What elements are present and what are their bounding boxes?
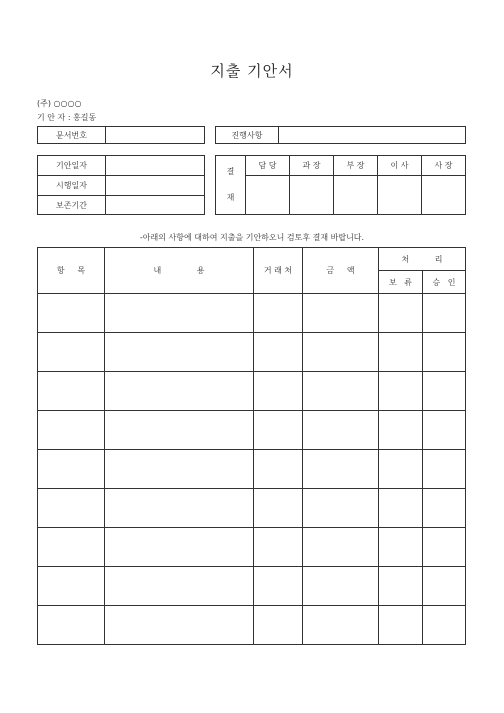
cell-approve[interactable] [423,333,466,372]
approval-char-1: 결 [226,167,235,176]
cell-content[interactable] [105,333,254,372]
cell-item[interactable] [38,333,105,372]
approval-header-section-chief: 과 장 [290,156,334,176]
table-row [38,606,466,645]
cell-vendor[interactable] [254,606,303,645]
retention-label: 보존기간 [38,196,106,215]
cell-amount[interactable] [303,606,379,645]
cell-content[interactable] [105,450,254,489]
cell-content[interactable] [105,567,254,606]
expense-table [37,247,466,645]
cell-vendor[interactable] [254,411,303,450]
cell-amount[interactable] [303,372,379,411]
header-vendor: 거 래 처 [254,248,303,294]
cell-vendor[interactable] [254,294,303,333]
cell-hold[interactable] [379,372,423,411]
cell-amount[interactable] [303,450,379,489]
cell-approve[interactable] [423,411,466,450]
cell-item[interactable] [38,606,105,645]
header-process: 처 리 [379,248,466,271]
header-amount: 금 액 [303,248,379,294]
drafter-line: 기 안 자 : 홍길동 [37,113,97,122]
cell-approve[interactable] [423,567,466,606]
cell-content[interactable] [105,489,254,528]
cell-approve[interactable] [423,606,466,645]
cell-vendor[interactable] [254,333,303,372]
approval-char-2: 재 [226,193,235,202]
exec-date-field[interactable] [106,176,205,196]
cell-amount[interactable] [303,567,379,606]
cell-approve[interactable] [423,294,466,333]
cell-approve[interactable] [423,450,466,489]
cell-hold[interactable] [379,489,423,528]
table-row [38,489,466,528]
cell-vendor[interactable] [254,450,303,489]
approval-table [215,155,466,215]
approval-sign-director[interactable] [378,176,422,215]
cell-content[interactable] [105,372,254,411]
dates-table [37,155,205,215]
cell-content[interactable] [105,606,254,645]
draft-date-field[interactable] [106,156,205,176]
page-title: 지출 기안서 [210,62,294,80]
doc-number-label: 문서번호 [38,127,106,144]
approval-sign-president[interactable] [422,176,466,215]
table-row [38,528,466,567]
retention-field[interactable] [106,196,205,215]
table-row [38,294,466,333]
table-row [38,372,466,411]
cell-item[interactable] [38,294,105,333]
approval-sign-staff[interactable] [246,176,290,215]
doc-number-field[interactable] [106,127,205,144]
cell-approve[interactable] [423,489,466,528]
header-approve: 승 인 [423,271,466,294]
cell-amount[interactable] [303,333,379,372]
cell-hold[interactable] [379,450,423,489]
progress-field[interactable] [279,127,466,144]
cell-content[interactable] [105,528,254,567]
cell-approve[interactable] [423,528,466,567]
header-item: 항 목 [38,248,105,294]
approval-sign-dept-head[interactable] [334,176,378,215]
cell-hold[interactable] [379,528,423,567]
cell-vendor[interactable] [254,528,303,567]
cell-hold[interactable] [379,606,423,645]
cell-hold[interactable] [379,567,423,606]
progress-label: 진행사항 [216,127,279,144]
cell-item[interactable] [38,450,105,489]
cell-item[interactable] [38,372,105,411]
cell-hold[interactable] [379,411,423,450]
header-hold: 보 류 [379,271,423,294]
table-row [38,333,466,372]
table-row [38,411,466,450]
cell-amount[interactable] [303,528,379,567]
draft-date-label: 기안일자 [38,156,106,176]
approval-header-staff: 담 당 [246,156,290,176]
cell-approve[interactable] [423,372,466,411]
cell-vendor[interactable] [254,567,303,606]
cell-content[interactable] [105,294,254,333]
company-name: (주) ○○○○ [37,99,82,108]
approval-sign-section-chief[interactable] [290,176,334,215]
cell-vendor[interactable] [254,489,303,528]
cell-item[interactable] [38,528,105,567]
progress-table [215,126,466,144]
table-row [38,567,466,606]
doc-number-table [37,126,205,144]
cell-content[interactable] [105,411,254,450]
cell-item[interactable] [38,567,105,606]
cell-hold[interactable] [379,333,423,372]
cell-item[interactable] [38,489,105,528]
approval-side-label [216,156,246,215]
cell-amount[interactable] [303,411,379,450]
approval-header-president: 사 장 [422,156,466,176]
table-row [38,450,466,489]
approval-header-director: 이 사 [378,156,422,176]
approval-header-dept-head: 부 장 [334,156,378,176]
exec-date-label: 시행일자 [38,176,106,196]
cell-vendor[interactable] [254,372,303,411]
cell-item[interactable] [38,411,105,450]
table-body [38,294,466,645]
cell-amount[interactable] [303,489,379,528]
cell-hold[interactable] [379,294,423,333]
cell-amount[interactable] [303,294,379,333]
notice-text: -아래의 사항에 대하여 지출을 기안하오니 검토후 결재 바랍니다. [139,233,365,242]
header-content: 내 용 [105,248,254,294]
